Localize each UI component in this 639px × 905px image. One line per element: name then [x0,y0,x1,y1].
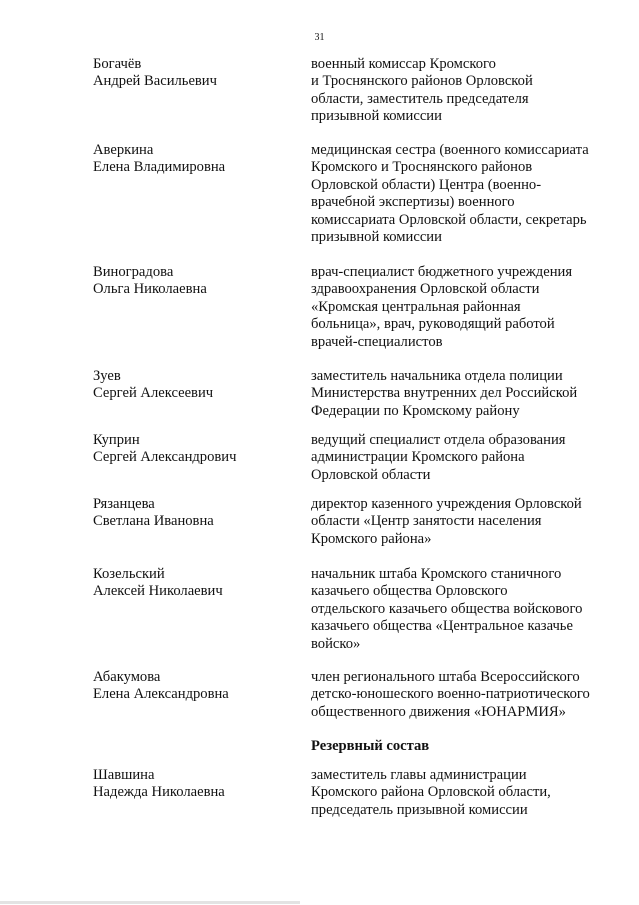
member-name-line: Елена Александровна [93,686,229,703]
member-role [311,566,611,653]
member-name-line: Надежда Николаевна [93,784,225,801]
member-name [93,264,293,299]
member-role-line: администрации Кромского района [311,449,525,466]
member-name-line: Андрей Васильевич [93,73,217,90]
member-role-line: начальник штаба Кромского станичного [311,566,562,582]
member-role-line: председатель призывной комиссии [311,801,528,818]
member-role [311,767,611,819]
member-name-line: Куприн [93,432,140,448]
member-name [93,496,293,531]
member-role-line: Кромского района» [311,530,432,547]
member-role-line: врач-специалист бюджетного учреждения [311,264,573,280]
member-role-line: больница», врач, руководящий работой [311,316,555,333]
member-role-line: призывной комиссии [311,108,442,125]
member-name-line: Шавшина [93,767,155,783]
member-role-line: врачебной экспертизы) военного [311,194,515,211]
member-name-line: Аверкина [93,142,154,158]
member-role-line: области, заместитель председателя [311,90,529,107]
member-role [311,142,611,246]
member-name [93,767,293,802]
member-name-line: Елена Владимировна [93,159,226,176]
member-role-line: ведущий специалист отдела образования [311,432,566,448]
page-number: 31 [314,32,325,43]
member-role-line: Орловской области [311,466,431,483]
member-role [311,432,611,484]
member-name-line: Светлана Ивановна [93,513,214,530]
member-role-line: Кромского района Орловской области, [311,784,551,801]
member-role [311,368,611,420]
member-role-line: заместитель начальника отдела полиции [311,368,563,384]
member-role-line: член регионального штаба Всероссийского [311,669,580,685]
member-role-line: общественного движения «ЮНАРМИЯ» [311,703,566,720]
member-name-line: Ольга Николаевна [93,281,207,298]
member-role-line: казачьего общества «Центральное казачье [311,618,573,635]
member-role-line: медицинская сестра (военного комиссариата [311,142,589,158]
scan-edge-artifact [0,899,639,905]
member-role-line: Кромского и Троснянского районов [311,159,533,176]
member-role [311,669,611,721]
member-name [93,368,293,403]
member-role-line: отдельского казачьего общества войскового [311,600,583,617]
member-name [93,669,293,704]
member-name-line: Сергей Алексеевич [93,385,214,402]
member-role [311,264,611,351]
member-role-line: военный комиссар Кромского [311,56,496,72]
member-name [93,142,293,177]
member-role-line: «Кромская центральная районная [311,298,521,315]
member-role-line: детско-юношеского военно-патриотического [311,686,590,703]
member-name [93,432,293,467]
member-role-line: здравоохранения Орловской области [311,281,540,298]
member-name-line: Виноградова [93,264,174,280]
member-role-line: войско» [311,635,361,652]
member-name-line: Рязанцева [93,496,155,512]
member-name-line: Абакумова [93,669,161,685]
member-name-line: Зуев [93,368,121,384]
member-role-line: и Троснянского районов Орловской [311,73,533,90]
member-role-line: Федерации по Кромскому району [311,402,520,419]
member-role-line: врачей-специалистов [311,333,443,350]
member-name-line: Сергей Александрович [93,449,237,466]
member-role-line: призывной комиссии [311,229,442,246]
member-role-line: области «Центр занятости населения [311,513,542,530]
member-role-line: Орловской области) Центра (военно- [311,176,542,193]
member-role-line: директор казенного учреждения Орловской [311,496,582,512]
member-role [311,496,611,548]
member-role-line: комиссариата Орловской области, секретарь [311,211,587,228]
member-role-line: Министерства внутренних дел Российской [311,385,578,402]
member-name [93,56,293,91]
member-role [311,56,611,126]
reserve-heading: Резервный состав [311,738,430,754]
member-role-line: заместитель главы администрации [311,767,527,783]
member-name [93,566,293,601]
member-role-line: казачьего общества Орловского [311,583,508,600]
member-name-line: Алексей Николаевич [93,583,223,600]
member-name-line: Богачёв [93,56,142,72]
member-name-line: Козельский [93,566,165,582]
